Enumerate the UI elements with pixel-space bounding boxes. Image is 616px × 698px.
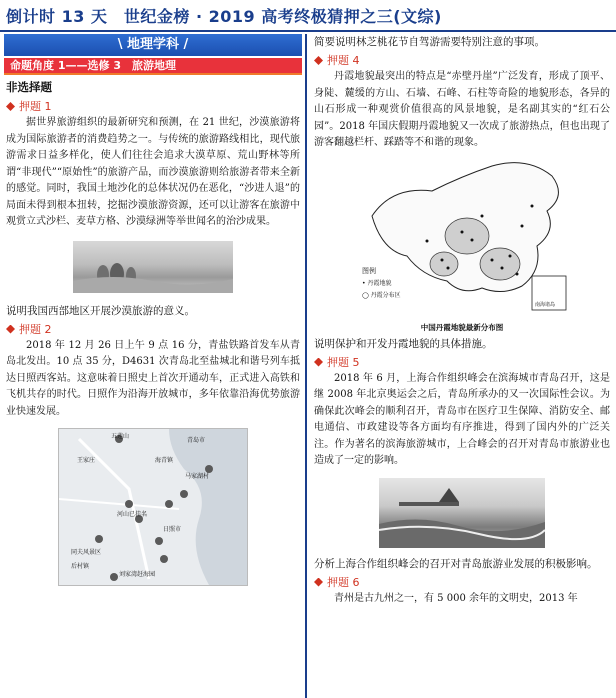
map-label: 后村镇	[71, 563, 90, 570]
question-4-ask: 说明保护和开发丹霞地貌的具体措施。	[314, 337, 493, 350]
question-5-ask: 分析上海合作组织峰会的召开对青岛旅游业发展的积极影响。	[314, 557, 598, 570]
question-2-text: 2018 年 12 月 26 日上午 9 点 16 分，青盐铁路首发车从青岛北发出。10 点 35 分，D4631 次青岛北至盐城北和谐号列车抵达日照西客站。这意味着日照史上首次开通动车，正式进入高铁和飞机共存的时代。日照作为沿海开放城市，多年依靠沿海优势旅游业快速发展。	[6, 339, 300, 417]
question-2-label-text: 押题 2	[19, 322, 52, 336]
question-6-label	[314, 574, 612, 590]
qingdao-pier-art	[379, 478, 545, 548]
question-1-text: 据世界旅游组织的最新研究和预测，在 21 世纪，沙漠旅游将成为国际旅游者的消费趋势之一。与传统的旅游路线相比，现代旅游需求日益多样化，使人们往往会追求大漠草原、荒山野林等所谓“非现代”“原始性”的旅游产品，而沙漠旅游则给旅游者带来全新的感觉。同时，我国土地沙化的总体状况仍在恶化，“沙进人退”的局面未得到根本扭转，挖掘沙漠旅游资源，还可以让游客在旅游中观赏立式沙栏、麦草方格、沙漠绿洲等举世闻名的治沙成果。	[6, 117, 300, 227]
danxia-distribution-map	[352, 156, 572, 322]
question-1-ask: 说明我国西部地区开展沙漠旅游的意义。	[6, 304, 195, 317]
question-1-label-text: 押题 1	[19, 100, 52, 113]
legend-title: 图例	[362, 266, 376, 275]
question-4-text: 丹霞地貌最突出的特点是“赤壁丹崖”广泛发育，形成了顶平、身陡、麓缓的方山、石墙、石峰、石柱等奇险的地貌形态，各异的山石形成一种观赏价值很高的风景地貌，是名副其实的“红石公园”。2018 年国庆假期丹霞地貌又一次成了旅游热点，但也出现了游客翻越栏杆、踩踏等不和谐的现象。	[314, 71, 610, 148]
desert-photo	[73, 241, 233, 293]
question-6-text: 青州是古九州之一，有 5 000 余年的文明史，2013 年	[334, 592, 578, 604]
map-label: 同夫风景区	[71, 549, 102, 556]
legend-item: ◯ 丹霞分布区	[362, 291, 401, 299]
desert-photo-art	[73, 241, 233, 293]
qingdao-pier-photo	[379, 478, 545, 548]
right-column	[312, 30, 612, 607]
legend-item-label: 丹霞分布区	[370, 291, 401, 299]
legend-item: • 丹霞地貌	[362, 279, 392, 287]
map-caption: 中国丹霞地貌最新分布图	[420, 322, 504, 332]
map-label: 河山已挂名	[117, 511, 148, 518]
map-label: 海青镇	[155, 457, 174, 464]
header-title: 倒计时 13 天 世纪金榜 · 2019 高考终极猜押之三(文综)	[6, 7, 442, 26]
diamond-icon	[314, 578, 323, 587]
topic-bar: 命题角度 1——选修 3 旅游地理	[4, 58, 302, 75]
page-header	[0, 0, 616, 32]
rizhao-map	[58, 428, 248, 586]
question-2-label	[6, 321, 302, 337]
diamond-icon	[6, 102, 15, 111]
question-3-ask: 简要说明林芝桃花节自驾游需要特别注意的事项。	[314, 36, 545, 48]
map-label: 青岛市	[187, 437, 206, 444]
left-column	[4, 30, 302, 586]
legend-item-label: 丹霞地貌	[367, 279, 392, 287]
map-label: 刘家湾赶海园	[119, 571, 156, 578]
question-4-label	[314, 52, 612, 68]
subject-banner: \ 地理学科 /	[4, 34, 302, 56]
map-label: 五莲山	[111, 433, 130, 440]
question-5-label	[314, 354, 612, 370]
question-6-label-text: 押题 6	[327, 575, 360, 589]
diamond-icon	[314, 56, 323, 65]
map-label: 王家庄	[77, 457, 96, 464]
column-divider	[305, 34, 307, 698]
question-4-label-text: 押题 4	[327, 54, 360, 67]
diamond-icon	[314, 358, 323, 367]
inset-label: 南海诸岛	[535, 301, 556, 308]
section-title: 非选择题	[6, 80, 52, 94]
question-1-label	[6, 98, 302, 114]
question-5-label-text: 押题 5	[327, 355, 360, 369]
map-label: 日照市	[163, 526, 182, 533]
question-5-text: 2018 年 6 月，上海合作组织峰会在滨海城市青岛召开，这是继 2008 年北京奥运会之后，青岛所承办的又一次国际性会议。为确保此次峰会的顺利召开，青岛市在医疗卫生保障、消防安全、邮电通信、市政建设等各方面均有序推进，得到了国内外的广泛关注。作为著名的滨海旅游城市，上合峰会的召开对青岛市旅游业也造成了一定的影响。	[314, 372, 610, 466]
map-label: 马家湖村	[185, 473, 210, 480]
diamond-icon	[6, 325, 15, 334]
